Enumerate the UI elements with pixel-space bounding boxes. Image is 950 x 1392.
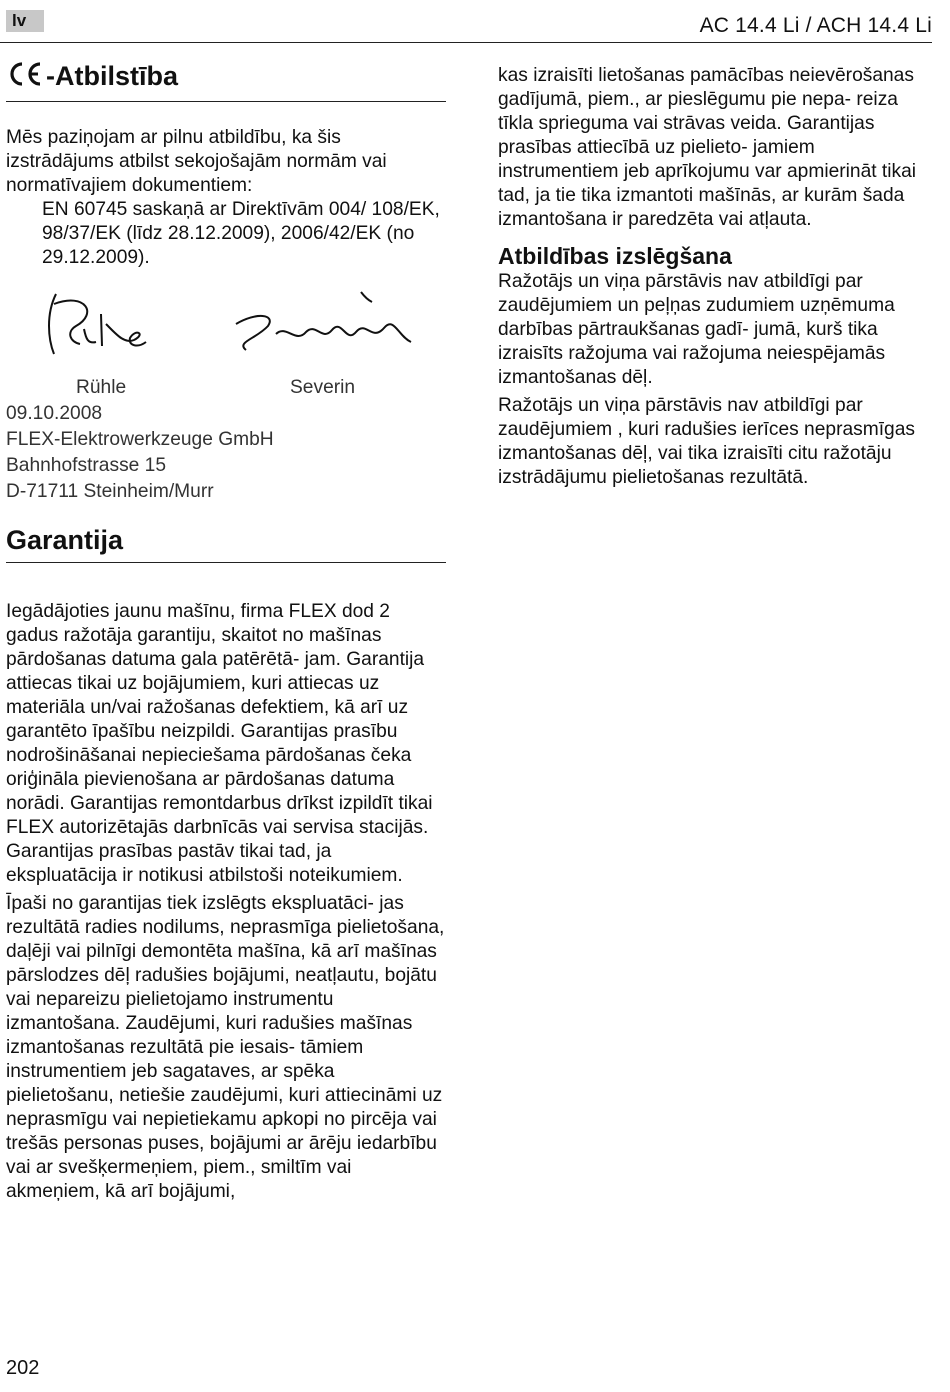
conformity-title: -Atbilstība [46,61,178,91]
warranty-continuation: kas izraisīti lietošanas pamācības neievērošanas gadījumā, piem., ar pieslēgumu pie nepa- reiza tīkla sprieguma vai strāvas veida. Garantijas prasības attiecībā uz pielieto- jamiem instrumentiem jeb aprīkojumu var apmierināt tikai tad, ja tie tika izmantoti mašīnās, ar kurām šada izmantošana ir paredzēta vai atļauta. [498,65,917,230]
warranty-paragraph-1: Iegādājoties jaunu mašīnu, firma FLEX dod 2 gadus ražotāja garantiju, skaitot no mašīnas pārdošanas datuma gala patērētā- jam. Garantija attiecas tikai uz bojājumiem, kuri attiecas uz materiāla un/vai ražošanas defektiem, kā arī uz garantēto īpašību neizpildi. Garantijas prasību nodrošināšanai nepieciešama pārdošanas čeka oriģināla pievienošana ar pārdošanas datuma norādi. Garantijas remontdarbus drīkst izpildīt tikai FLEX autorizētajās darbnīcās vai servisa stacijās. Garantijas prasības pastāv tikai tad, ja ekspluatācija ir notikusi atbilstoši noteikumiem. [6,601,433,886]
conformity-standard: EN 60745 saskaņā ar Direktīvām 004/ 108/EK, 98/37/EK (līdz 28.12.2009), 2006/42/EK (no 29.12.2009). [42,199,440,268]
header-divider [0,42,932,43]
signatory-names [6,376,446,402]
ce-mark-icon [6,60,46,95]
signatory-1: Rühle [76,377,127,398]
declaration-date: 09.10.2008 [6,403,103,424]
conformity-divider [6,101,446,102]
page-number: 202 [6,1357,40,1379]
company-name: FLEX-Elektrowerkzeuge GmbH [6,429,274,450]
conformity-intro: Mēs paziņojam ar pilnu atbildību, ka šis izstrādājums atbilst sekojošajām normām vai normatīvajiem dokumentiem: [6,127,387,196]
warranty-paragraph-2: Īpaši no garantijas tiek izslēgts ekspluatāci- jas rezultātā radies nodilums, neprasmīga pielietošana, daļēji vai pilnīgi demontēta mašīna, kā arī mašīnas pārslodzes dēļ radušies bojājumi, neatļautu, bojātu vai nepareizu pielietojamo instrumentu izmantošana. Zaudējumi, kuri radušies mašīnas izmantošanas rezultātā pie iesais- tāmiem instrumentiem jeb sagataves, ar spēka pielietošanu, netiešie zaudējumi, kuri attiecināmi uz neprasmīgu vai nepietiekamu apkopi no pircēja vai trešās personas puses, bojājumi ar ārēju iedarbību vai ar svešķermeņiem, piem., smiltīm vai akmeņiem, kā arī bojājumi, [6,893,445,1202]
language-badge: lv [6,10,44,32]
signature-area [6,284,446,376]
company-city: D-71711 Steinheim/Murr [6,481,214,502]
signature-image [6,284,446,376]
conformity-heading [6,60,446,95]
signatory-2: Severin [290,377,356,398]
company-street: Bahnhofstrasse 15 [6,455,167,476]
warranty-heading: Garantija [6,525,124,555]
liability-paragraph-2: Ražotājs un viņa pārstāvis nav atbildīgi par zaudējumiem , kuri radušies ierīces neprasmīgas izmantošanas dēļ, vai tika izraisīti citu ražotāju izstrādājumu pielietošanas rezultātā. [498,395,915,488]
model-title: AC 14.4 Li / ACH 14.4 Li [699,14,932,37]
right-column [498,64,938,490]
liability-paragraph-1: Ražotājs un viņa pārstāvis nav atbildīgi par zaudējumiem un peļņas zudumiem uzņēmuma darbības pārtraukšanas gadī- jumā, kurš tika izraisīts ražojuma vai ražojuma neiespējamās izmantošanas dēļ. [498,271,895,388]
warranty-divider [6,562,446,563]
liability-heading: Atbildības izslēgšana [498,243,732,269]
warranty-section [6,600,446,1204]
conformity-section [6,60,446,563]
